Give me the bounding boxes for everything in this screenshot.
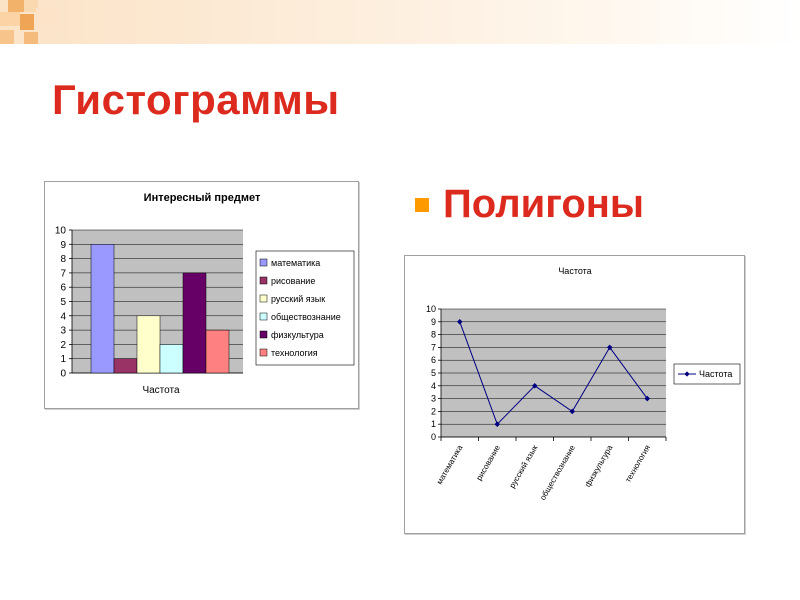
- histogram-bar: [137, 316, 160, 373]
- histogram-legend-swatch: [260, 277, 267, 284]
- title-decoration-band: [0, 0, 800, 44]
- histogram-y-tick-label: 0: [60, 368, 66, 380]
- polygon-category-label: обществознание: [538, 443, 577, 502]
- polygon-y-tick-label: 8: [430, 329, 436, 340]
- polygon-y-tick-label: 4: [430, 380, 436, 391]
- histogram-legend-label: математика: [271, 258, 321, 268]
- polygon-category-label: математика: [434, 443, 465, 486]
- polygon-category-label: технология: [623, 443, 652, 484]
- histogram-bar: [206, 330, 229, 373]
- decor-square: [24, 32, 38, 44]
- polygon-category-label: физкультура: [583, 443, 615, 489]
- histogram-title: Интересный предмет: [143, 192, 261, 204]
- decor-square: [0, 30, 14, 44]
- polygon-y-tick-label: 10: [425, 304, 436, 314]
- polygon-y-tick-label: 7: [430, 342, 436, 353]
- polygon-y-tick-label: 6: [430, 355, 436, 366]
- polygon-category-label: русский язык: [507, 443, 540, 490]
- histogram-y-tick-label: 1: [60, 354, 66, 366]
- histogram-y-tick-label: 9: [60, 239, 66, 251]
- decor-square: [20, 14, 34, 30]
- histogram-legend-label: рисование: [271, 276, 316, 286]
- histogram-legend-swatch: [260, 349, 267, 356]
- polygon-y-tick-label: 3: [430, 393, 436, 404]
- polygon-y-tick-label: 2: [430, 406, 436, 417]
- histogram-bar: [91, 244, 114, 373]
- histogram-y-tick-label: 7: [60, 268, 66, 280]
- polygon-category-label: рисование: [474, 443, 502, 483]
- bullet-text: Полигоны: [443, 182, 645, 226]
- histogram-bar: [183, 273, 206, 373]
- polygon-svg: [405, 256, 744, 533]
- histogram-legend-label: русский язык: [271, 294, 326, 304]
- slide-title: Гистограммы: [52, 76, 340, 123]
- histogram-legend-label: технология: [271, 348, 318, 358]
- histogram-legend-swatch: [260, 295, 267, 302]
- histogram-bar: [160, 344, 183, 373]
- polygon-legend-label: Частота: [699, 369, 733, 379]
- polygon-y-tick-label: 9: [430, 316, 436, 327]
- histogram-legend-swatch: [260, 259, 267, 266]
- histogram-y-tick-label: 8: [60, 254, 66, 266]
- histogram-svg: [45, 182, 358, 408]
- histogram-y-tick-label: 5: [60, 297, 66, 308]
- histogram-x-label: Частота: [142, 385, 180, 396]
- histogram-legend-swatch: [260, 331, 267, 338]
- bullet-item: [415, 182, 644, 227]
- histogram-y-tick-label: 6: [60, 282, 66, 294]
- histogram-y-tick-label: 2: [60, 339, 66, 351]
- histogram-chart: [44, 181, 359, 409]
- histogram-y-tick-label: 3: [60, 325, 66, 337]
- polygon-y-tick-label: 5: [430, 368, 436, 378]
- decor-square: [0, 12, 20, 26]
- decor-square: [36, 8, 58, 26]
- polygon-y-tick-label: 1: [430, 419, 436, 430]
- histogram-y-tick-label: 10: [54, 225, 66, 237]
- histogram-legend-swatch: [260, 313, 267, 320]
- polygon-chart: [404, 255, 745, 534]
- polygon-title: Частота: [558, 266, 592, 276]
- histogram-legend-label: обществознание: [271, 312, 341, 322]
- histogram-legend-label: физкультура: [271, 330, 324, 340]
- polygon-y-tick-label: 0: [430, 432, 436, 442]
- decor-square: [8, 0, 24, 12]
- histogram-y-tick-label: 4: [60, 311, 66, 323]
- square-bullet-icon: [415, 198, 429, 212]
- histogram-bar: [114, 359, 137, 373]
